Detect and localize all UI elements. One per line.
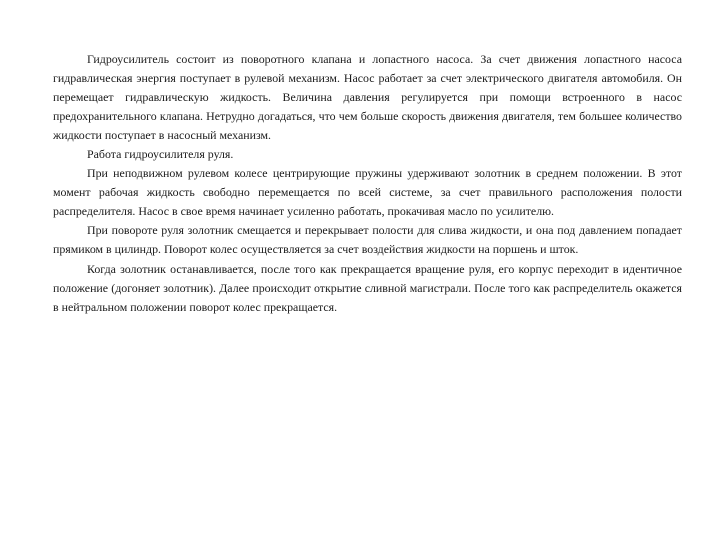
paragraph-intro: Гидроусилитель состоит из поворотного клапана и лопастного насоса. За счет движения лопастного насоса гидравлическая энергия поступает в рулевой механизм. Насос работает за счет электрического двигателя автомобиля. Он перемещает гидравлическую жидкость. Величина давления регулируется при помощи встроенного в насос предохранительного клапана. Нетрудно догадаться, что чем больше скорость движения двигателя, тем большее количество жидкости поступает в насосный механизм. <box>53 52 682 143</box>
paragraph-neutral: При неподвижном рулевом колесе центрирующие пружины удерживают золотник в среднем положении. В этот момент рабочая жидкость свободно перемещается по всей системе, за счет правильного расположения полости распределителя. Насос в свое время начинает усиленно работать, прокачивая масло по усилителю. <box>53 166 682 219</box>
paragraph-turning: При повороте руля золотник смещается и перекрывает полости для слива жидкости, и она под давлением попадает прямиком в цилиндр. Поворот колес осуществляется за счет воздействия жидкости на поршень и шток. <box>53 223 682 257</box>
paragraph-stop: Когда золотник останавливается, после того как прекращается вращение руля, его корпус переходит в идентичное положение (догоняет золотник). Далее происходит открытие сливной магистрали. После того как распределитель окажется в нейтральном положении поворот колес прекращается. <box>53 261 682 314</box>
document-page <box>53 50 682 317</box>
paragraph-heading: Работа гидроусилителя руля. <box>87 147 234 162</box>
